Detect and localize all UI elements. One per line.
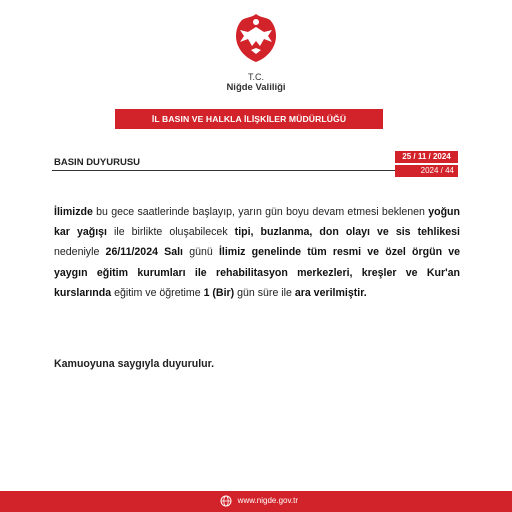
body-bold-segment: ara verilmiştir. (294, 286, 367, 299)
tc-label: T.C. (247, 72, 264, 82)
notice-date: 25 / 11 / 2024 (395, 151, 458, 163)
body-segment: bu gece saatlerinde başlayıp, yarın gün boyu devam etmesi beklenen (92, 206, 429, 218)
body-bold-segment: İlimiz genelinde tüm resmi ve özel örgün ve yaygın eğitim kurumları ile rehabilitasyon merkezleri, kreşler ve Kur'an kurslarında (54, 246, 460, 299)
footer-bar (0, 491, 512, 512)
body-segment: eğitim ve öğretime (111, 286, 204, 299)
body-bold-segment: İlimizde (54, 206, 93, 218)
website-link[interactable]: www.nigde.gov.tr (237, 496, 298, 505)
closing-line: Kamuoyuna saygıyla duyurulur. (54, 358, 215, 370)
department-banner: İL BASIN VE HALKLA İLİŞKİLER MÜDÜRLÜĞÜ (115, 109, 383, 129)
body-bold-segment: 26/11/2024 Salı (105, 246, 184, 259)
body-segment: gün süre ile (234, 286, 295, 299)
nigde-valiligi-emblem (232, 12, 280, 64)
notice-number: 2024 / 44 (395, 165, 458, 177)
body-bold-segment: 1 (Bir) (203, 286, 235, 299)
body-segment: ile birlikte oluşabilecek (106, 226, 235, 239)
globe-icon (220, 495, 232, 507)
body-bold-segment: yoğun kar yağışı (54, 206, 460, 239)
notice-body (54, 202, 460, 303)
body-bold-segment: tipi, buzlanma, don olayı ve sis tehlikesi (234, 226, 460, 239)
notice-title: BASIN DUYURUSU (54, 157, 141, 168)
body-segment: günü (183, 246, 219, 259)
institution-name: Niğde Valiliği (226, 82, 286, 93)
body-segment: nedeniyle (54, 246, 106, 259)
